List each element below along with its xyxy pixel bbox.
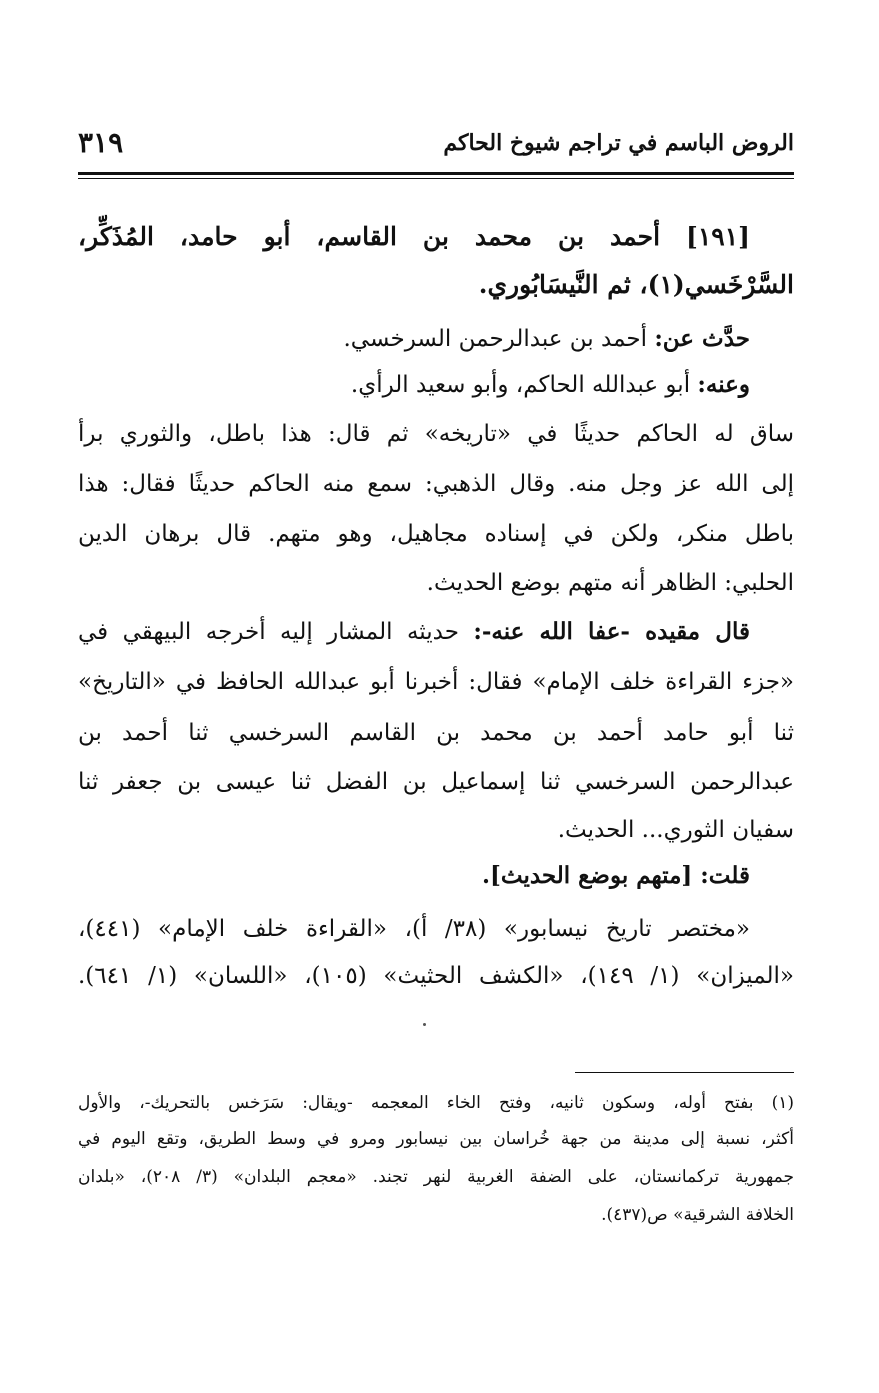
paragraph-line: الحلبي: الظاهر أنه متهم بوضع الحديث. bbox=[426, 570, 794, 596]
narrated-from-label: حدَّث عن: bbox=[654, 325, 750, 352]
narrated-by-label: وعنه: bbox=[697, 371, 750, 398]
annotator-paragraph-first-line bbox=[78, 608, 794, 656]
footnote-line: الخلافة الشرقية» ص(٤٣٧). bbox=[601, 1205, 794, 1225]
header-rule bbox=[78, 172, 794, 175]
book-title: الروض الباسم في تراجم شيوخ الحاكم bbox=[443, 130, 794, 156]
paragraph-line: باطل منكر، ولكن في إسناده مجاهيل، وهو متهم. قال برهان الدين bbox=[78, 521, 794, 547]
entry-heading-line-2: السَّرْخَسي(١)، ثم النَّيسَابُوري. bbox=[478, 270, 794, 299]
paragraph-line: ساق له الحاكم حديثًا في «تاريخه» ثم قال: هذا باطل، والثوري برأ bbox=[78, 421, 794, 447]
sources-line: «مختصر تاريخ نيسابور» (٣٨/ أ)، «القراءة خلف الإمام» (٤٤١)، bbox=[78, 916, 750, 942]
page-number: ٣١٩ bbox=[78, 126, 124, 159]
narrated-by-text: أبو عبدالله الحاكم، وأبو سعيد الرأي. bbox=[350, 372, 691, 398]
paragraph-line: إلى الله عز وجل منه. وقال الذهبي: سمع منه الحاكم حديثًا فقال: هذا bbox=[78, 471, 794, 497]
footnote-line: (١) بفتح أوله، وسكون ثانيه، وفتح الخاء المعجمه -ويقال: سَرَخس بالتحريك-، والأول bbox=[78, 1093, 794, 1113]
paragraph-line: سفيان الثوري... الحديث. bbox=[557, 817, 794, 843]
annotator-text: حديثه المشار إليه أخرجه البيهقي في bbox=[78, 619, 459, 645]
paragraph-line: ثنا أبو حامد أحمد بن محمد بن القاسم السرخسي ثنا أحمد بن bbox=[78, 720, 794, 746]
print-speck bbox=[423, 1023, 426, 1026]
footnote-line: جمهورية تركمانستان، على الضفة الغربية لنهر تجند. «معجم البلدان» (٣/ ٢٠٨)، «بلدان bbox=[78, 1167, 794, 1187]
sources-line: «الميزان» (١/ ١٤٩)، «الكشف الحثيث» (١٠٥)، «اللسان» (١/ ٦٤١). bbox=[78, 963, 794, 989]
narrated-from-line bbox=[78, 315, 794, 363]
footnote-line: أكثر، نسبة إلى مدينة من جهة خُراسان بين نيسابور ومرو في وسط الطريق، وتقع اليوم في bbox=[78, 1129, 794, 1149]
paragraph-line: «جزء القراءة خلف الإمام» فقال: أخبرنا أبو عبدالله الحافظ في «التاريخ» bbox=[78, 669, 794, 695]
footnote-rule bbox=[575, 1072, 794, 1073]
running-header bbox=[78, 124, 794, 164]
annotator-label: قال مقيده -عفا الله عنه-: bbox=[473, 618, 750, 645]
paragraph-line: عبدالرحمن السرخسي ثنا إسماعيل بن الفضل ثنا عيسى بن جعفر ثنا bbox=[78, 769, 794, 795]
header-rule-thin bbox=[78, 178, 794, 179]
entry-heading-line-1: [١٩١] أحمد بن محمد بن القاسم، أبو حامد، المُذَكِّر، bbox=[78, 222, 750, 251]
narrated-from-text: أحمد بن عبدالرحمن السرخسي. bbox=[343, 326, 647, 352]
verdict-line: قلت: [متهم بوضع الحديث]. bbox=[481, 862, 750, 889]
narrated-by-line bbox=[78, 361, 794, 409]
